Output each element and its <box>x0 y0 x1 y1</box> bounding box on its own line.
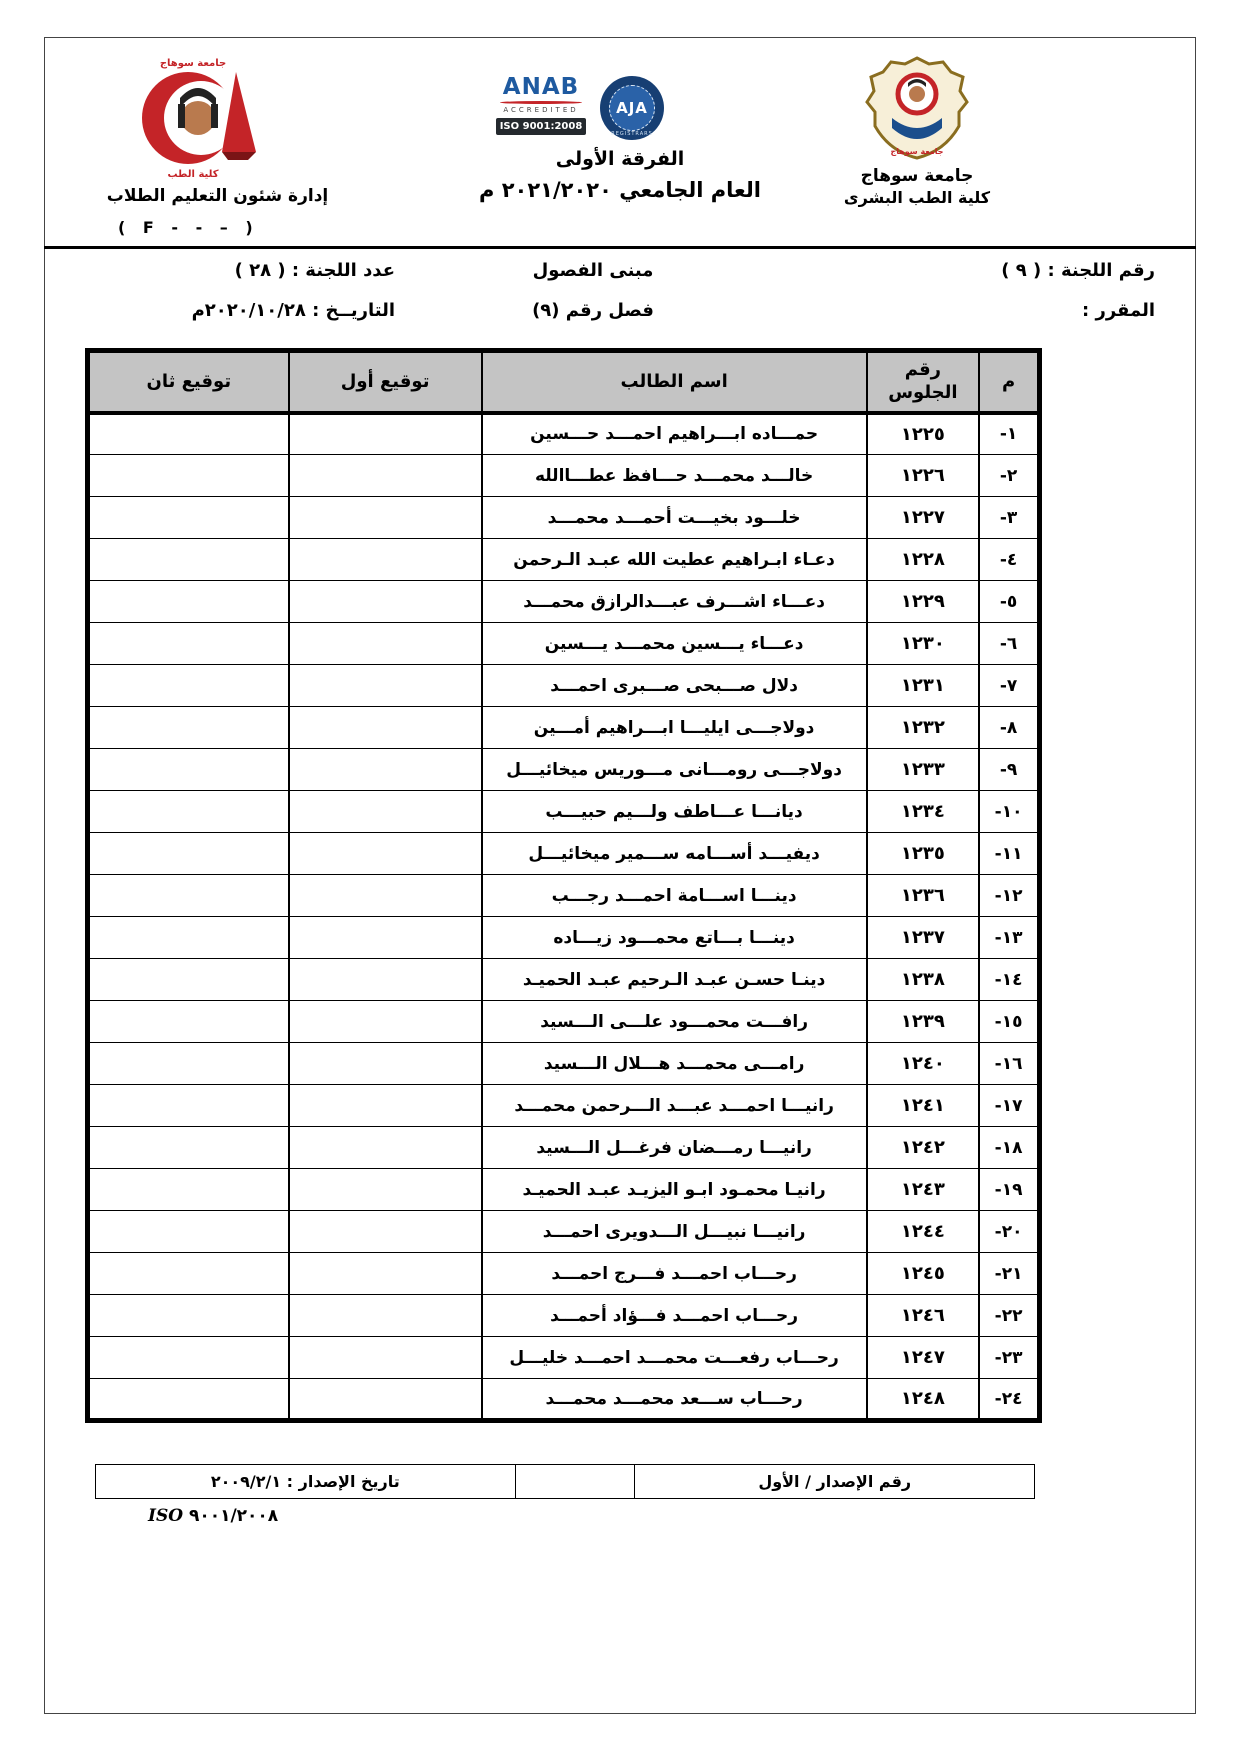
row-seat-number: ١٢٢٦ <box>867 455 980 497</box>
row-seat-number: ١٢٤٢ <box>867 1127 980 1169</box>
row-index: ٢٢- <box>979 1295 1039 1337</box>
row-index: ٢- <box>979 455 1039 497</box>
student-row <box>88 497 1040 539</box>
row-second-signature-cell <box>88 665 289 707</box>
student-row <box>88 791 1040 833</box>
committee-info-left <box>192 262 395 320</box>
row-student-name: ديفيـــد أســـامه ســـمير ميخائيـــل <box>482 833 867 875</box>
student-row <box>88 1127 1040 1169</box>
row-student-name: رحـــاب ســـعد محمـــد محمـــد <box>482 1379 867 1421</box>
row-index: ٨- <box>979 707 1039 749</box>
row-student-name: رحـــاب احمـــد فـــرج احمـــد <box>482 1253 867 1295</box>
row-student-name: رانيـــا نبيـــل الـــدويرى احمـــد <box>482 1211 867 1253</box>
row-student-name: دينـــا اســـامة احمـــد رجـــب <box>482 875 867 917</box>
student-row <box>88 623 1040 665</box>
row-seat-number: ١٢٤١ <box>867 1085 980 1127</box>
row-second-signature-cell <box>88 791 289 833</box>
row-second-signature-cell <box>88 875 289 917</box>
student-row <box>88 1085 1040 1127</box>
student-row <box>88 1001 1040 1043</box>
academic-year-title: العام الجامعي ٢٠٢١/٢٠٢٠ م <box>479 178 761 202</box>
row-student-name: دعـــاء يـــسين محمـــد يـــسين <box>482 623 867 665</box>
shield-caption: جامعة سوهاج <box>890 147 944 156</box>
row-second-signature-cell <box>88 581 289 623</box>
row-student-name: رانيـــا احمـــد عبـــد الـــرحمن محمـــد <box>482 1085 867 1127</box>
row-index: ٤- <box>979 539 1039 581</box>
committee-count: عدد اللجنة : ( ٢٨ ) <box>234 260 395 281</box>
header-first-signature: توقيع أول <box>289 351 482 413</box>
row-first-signature-cell <box>289 1337 482 1379</box>
row-student-name: حمـــاده ابـــراهيم احمـــد حـــسين <box>482 413 867 455</box>
row-student-name: ديانـــا عـــاطف ولـــيم حبيـــب <box>482 791 867 833</box>
anab-logo-text: ANAB <box>502 74 580 100</box>
row-seat-number: ١٢٤٥ <box>867 1253 980 1295</box>
row-second-signature-cell <box>88 1001 289 1043</box>
iso-standard-label <box>148 1506 278 1526</box>
row-index: ٥- <box>979 581 1039 623</box>
location-info <box>518 262 668 320</box>
row-student-name: دلال صـــبحى صـــبرى احمـــد <box>482 665 867 707</box>
row-first-signature-cell <box>289 749 482 791</box>
row-seat-number: ١٢٣٠ <box>867 623 980 665</box>
row-second-signature-cell <box>88 1085 289 1127</box>
row-index: ٢١- <box>979 1253 1039 1295</box>
grade-title: الفرقة الأولى <box>555 148 685 170</box>
class-number: فصل رقم (٩) <box>532 300 654 321</box>
row-first-signature-cell <box>289 791 482 833</box>
row-second-signature-cell <box>88 1253 289 1295</box>
row-seat-number: ١٢٣٨ <box>867 959 980 1001</box>
university-identity <box>842 54 992 207</box>
row-student-name: رافـــت محمـــود علـــى الـــسيد <box>482 1001 867 1043</box>
row-index: ١٦- <box>979 1043 1039 1085</box>
row-seat-number: ١٢٣٩ <box>867 1001 980 1043</box>
aja-registrars-text: REGISTRARS <box>611 131 653 137</box>
row-first-signature-cell <box>289 581 482 623</box>
row-first-signature-cell <box>289 413 482 455</box>
student-affairs-crescent-logo <box>98 54 288 180</box>
crescent-logo-graphic <box>98 54 288 180</box>
row-first-signature-cell <box>289 1043 482 1085</box>
row-first-signature-cell <box>289 455 482 497</box>
row-first-signature-cell <box>289 539 482 581</box>
header-index: م <box>979 351 1039 413</box>
row-second-signature-cell <box>88 1043 289 1085</box>
row-first-signature-cell <box>289 917 482 959</box>
table-header-row <box>88 351 1040 413</box>
student-row <box>88 581 1040 623</box>
row-first-signature-cell <box>289 1379 482 1421</box>
row-first-signature-cell <box>289 959 482 1001</box>
row-first-signature-cell <box>289 1211 482 1253</box>
committee-number: رقم اللجنة : ( ٩ ) <box>1001 260 1155 281</box>
exam-date: التاريــخ : ٢٠٢٠/١٠/٢٨م <box>191 300 395 321</box>
committee-info-right <box>1001 262 1155 320</box>
row-student-name: رحـــاب احمـــد فـــؤاد أحمـــد <box>482 1295 867 1337</box>
anab-iso-text: ISO 9001:2008 <box>496 118 586 135</box>
row-first-signature-cell <box>289 707 482 749</box>
header-seat-number: رقم الجلوس <box>867 351 980 413</box>
row-seat-number: ١٢٤٨ <box>867 1379 980 1421</box>
row-index: ١١- <box>979 833 1039 875</box>
anab-logo <box>496 76 586 135</box>
row-first-signature-cell <box>289 665 482 707</box>
student-row <box>88 413 1040 455</box>
row-second-signature-cell <box>88 1379 289 1421</box>
row-second-signature-cell <box>88 749 289 791</box>
row-index: ١٨- <box>979 1127 1039 1169</box>
student-row <box>88 875 1040 917</box>
row-student-name: رانيـــا رمـــضان فرغـــل الـــسيد <box>482 1127 867 1169</box>
student-row <box>88 1043 1040 1085</box>
students-attendance-table <box>85 348 1042 1423</box>
row-index: ٣- <box>979 497 1039 539</box>
student-row <box>88 1379 1040 1421</box>
university-shield-logo <box>864 54 970 162</box>
row-seat-number: ١٢٤٤ <box>867 1211 980 1253</box>
row-index: ١٧- <box>979 1085 1039 1127</box>
row-first-signature-cell <box>289 1127 482 1169</box>
row-student-name: رحـــاب رفعـــت محمـــد احمـــد خليـــل <box>482 1337 867 1379</box>
row-student-name: دولاجـــى ايليـــا ابـــراهيم أمـــين <box>482 707 867 749</box>
row-seat-number: ١٢٣١ <box>867 665 980 707</box>
header-divider-line <box>44 246 1196 249</box>
row-seat-number: ١٢٣٢ <box>867 707 980 749</box>
footer-issue-strip <box>95 1464 1035 1499</box>
row-student-name: دولاجـــى رومـــانى مـــوريس ميخائيـــل <box>482 749 867 791</box>
row-index: ٩- <box>979 749 1039 791</box>
student-row <box>88 833 1040 875</box>
footer-blank-cell <box>515 1465 635 1499</box>
row-seat-number: ١٢٣٤ <box>867 791 980 833</box>
row-seat-number: ١٢٢٥ <box>867 413 980 455</box>
row-second-signature-cell <box>88 1127 289 1169</box>
student-row <box>88 749 1040 791</box>
anab-accredited-text: ACCREDITED <box>503 106 579 114</box>
student-row <box>88 707 1040 749</box>
row-index: ١٥- <box>979 1001 1039 1043</box>
row-second-signature-cell <box>88 623 289 665</box>
student-row <box>88 1295 1040 1337</box>
row-student-name: خلـــود بخيـــت أحمـــد محمـــد <box>482 497 867 539</box>
row-index: ٧- <box>979 665 1039 707</box>
student-row <box>88 1169 1040 1211</box>
row-first-signature-cell <box>289 1253 482 1295</box>
aja-registrars-logo <box>600 76 664 140</box>
row-seat-number: ١٢٣٧ <box>867 917 980 959</box>
student-row <box>88 539 1040 581</box>
header-second-signature: توقيع ثان <box>88 351 289 413</box>
row-student-name: رامـــى محمـــد هـــلال الـــسيد <box>482 1043 867 1085</box>
row-seat-number: ١٢٢٧ <box>867 497 980 539</box>
row-seat-number: ١٢٢٨ <box>867 539 980 581</box>
row-index: ١٠- <box>979 791 1039 833</box>
student-row <box>88 455 1040 497</box>
row-second-signature-cell <box>88 707 289 749</box>
row-first-signature-cell <box>289 833 482 875</box>
student-row <box>88 665 1040 707</box>
row-first-signature-cell <box>289 1085 482 1127</box>
anab-red-swoosh <box>500 101 582 104</box>
row-second-signature-cell <box>88 413 289 455</box>
row-student-name: دعـاء ابـراهيم عطيت الله عبـد الـرحمن <box>482 539 867 581</box>
row-student-name: دينـا حسـن عبـد الـرحيم عبـد الحميـد <box>482 959 867 1001</box>
row-index: ٢٣- <box>979 1337 1039 1379</box>
row-seat-number: ١٢٣٣ <box>867 749 980 791</box>
building-label: مبنى الفصول <box>532 260 654 281</box>
row-seat-number: ١٢٢٩ <box>867 581 980 623</box>
row-second-signature-cell <box>88 959 289 1001</box>
row-first-signature-cell <box>289 623 482 665</box>
row-seat-number: ١٢٤٠ <box>867 1043 980 1085</box>
faculty-name: كلية الطب البشرى <box>843 188 991 207</box>
student-row <box>88 1337 1040 1379</box>
row-student-name: دينـــا بـــاتع محمـــود زيـــاده <box>482 917 867 959</box>
row-first-signature-cell <box>289 1295 482 1337</box>
crescent-logo-bottom-text: كلية الطب <box>167 169 219 180</box>
row-index: ٢٠- <box>979 1211 1039 1253</box>
row-second-signature-cell <box>88 497 289 539</box>
iso-prefix: ISO <box>148 1506 184 1526</box>
document-titles <box>420 148 820 202</box>
form-code: ( F - - – ) <box>118 218 254 237</box>
iso-number: ٩٠٠١/٢٠٠٨ <box>188 1506 279 1526</box>
row-index: ١٤- <box>979 959 1039 1001</box>
row-index: ٢٤- <box>979 1379 1039 1421</box>
row-second-signature-cell <box>88 1211 289 1253</box>
row-index: ١- <box>979 413 1039 455</box>
row-first-signature-cell <box>289 1001 482 1043</box>
department-label: إدارة شئون التعليم الطلاب <box>106 186 329 206</box>
row-first-signature-cell <box>289 1169 482 1211</box>
student-row <box>88 1211 1040 1253</box>
row-seat-number: ١٢٤٦ <box>867 1295 980 1337</box>
row-student-name: دعـــاء اشـــرف عبـــدالرازق محمـــد <box>482 581 867 623</box>
student-row <box>88 917 1040 959</box>
row-student-name: خالـــد محمـــد حـــافظ عطـــاالله <box>482 455 867 497</box>
issue-number: رقم الإصدار / الأول <box>635 1465 1035 1499</box>
row-second-signature-cell <box>88 539 289 581</box>
row-second-signature-cell <box>88 455 289 497</box>
row-first-signature-cell <box>289 875 482 917</box>
student-row <box>88 959 1040 1001</box>
row-seat-number: ١٢٣٦ <box>867 875 980 917</box>
row-second-signature-cell <box>88 833 289 875</box>
row-index: ١٩- <box>979 1169 1039 1211</box>
header-student-name: اسم الطالب <box>482 351 867 413</box>
row-second-signature-cell <box>88 1337 289 1379</box>
course-label: المقرر : <box>1082 300 1155 321</box>
row-seat-number: ١٢٤٧ <box>867 1337 980 1379</box>
row-second-signature-cell <box>88 917 289 959</box>
row-index: ١٣- <box>979 917 1039 959</box>
row-second-signature-cell <box>88 1169 289 1211</box>
university-name: جامعة سوهاج <box>860 166 974 186</box>
students-table-body <box>88 413 1040 1421</box>
accreditation-logos <box>496 76 664 140</box>
row-second-signature-cell <box>88 1295 289 1337</box>
row-index: ٦- <box>979 623 1039 665</box>
row-first-signature-cell <box>289 497 482 539</box>
issue-date: تاريخ الإصدار : ٢٠٠٩/٢/١ <box>96 1465 516 1499</box>
row-index: ١٢- <box>979 875 1039 917</box>
row-student-name: رانيـا محمـود ابـو اليزيـد عبـد الحميـد <box>482 1169 867 1211</box>
row-seat-number: ١٢٣٥ <box>867 833 980 875</box>
crescent-logo-top-text: جامعة سوهاج <box>159 58 227 69</box>
aja-logo-text: AJA <box>609 85 655 131</box>
row-seat-number: ١٢٤٣ <box>867 1169 980 1211</box>
student-row <box>88 1253 1040 1295</box>
